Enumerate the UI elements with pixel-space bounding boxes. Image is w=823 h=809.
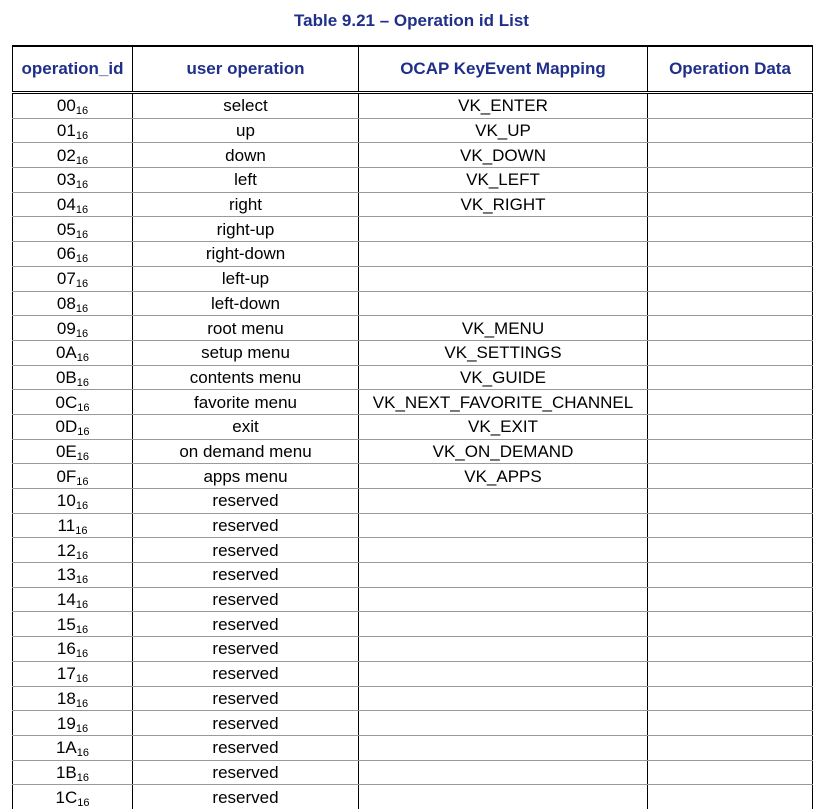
table-row <box>13 612 813 637</box>
user-operation-cell: on demand menu <box>133 439 359 464</box>
table-row <box>13 686 813 711</box>
table-row <box>13 464 813 489</box>
user-operation-cell: reserved <box>133 612 359 637</box>
keyevent-mapping-cell <box>359 563 648 588</box>
user-operation-cell: left <box>133 168 359 193</box>
keyevent-mapping-cell <box>359 711 648 736</box>
operation-id-value: 14 <box>56 590 76 610</box>
operation-id-table <box>12 45 813 809</box>
keyevent-mapping-cell <box>359 489 648 514</box>
operation-id-value: 01 <box>56 121 76 141</box>
operation-id-cell <box>13 414 133 439</box>
table-row <box>13 563 813 588</box>
operation-id-cell <box>13 143 133 168</box>
user-operation-cell: reserved <box>133 711 359 736</box>
user-operation-cell: reserved <box>133 563 359 588</box>
operation-data-cell <box>648 291 813 316</box>
operation-id-value: 15 <box>56 614 76 634</box>
operation-id-cell <box>13 365 133 390</box>
header-operation-id: operation_id <box>13 46 133 93</box>
header-user-operation: user operation <box>133 46 359 93</box>
hex-base-subscript: 16 <box>75 179 89 192</box>
operation-id-cell <box>13 735 133 760</box>
operation-data-cell <box>648 760 813 785</box>
operation-data-cell <box>648 785 813 809</box>
operation-id-cell <box>13 538 133 563</box>
user-operation-cell: reserved <box>133 760 359 785</box>
hex-base-subscript: 16 <box>76 747 90 760</box>
hex-base-subscript: 16 <box>77 426 90 439</box>
operation-id-cell <box>13 760 133 785</box>
operation-id-value: 0C <box>55 392 78 412</box>
table-caption: Table 9.21 – Operation id List <box>294 11 529 30</box>
table-row <box>13 711 813 736</box>
keyevent-mapping-cell <box>359 661 648 686</box>
operation-id-value: 0E <box>55 441 77 461</box>
operation-id-cell <box>13 612 133 637</box>
operation-data-cell <box>648 242 813 267</box>
operation-data-cell <box>648 563 813 588</box>
operation-id-cell <box>13 291 133 316</box>
user-operation-cell: reserved <box>133 785 359 809</box>
hex-base-subscript: 16 <box>76 475 89 488</box>
operation-id-value: 17 <box>56 664 76 684</box>
keyevent-mapping-cell: VK_EXIT <box>359 414 648 439</box>
operation-id-value: 16 <box>56 639 76 659</box>
hex-base-subscript: 16 <box>75 648 89 661</box>
keyevent-mapping-cell: VK_SETTINGS <box>359 340 648 365</box>
operation-data-cell <box>648 168 813 193</box>
user-operation-cell: reserved <box>133 489 359 514</box>
table-row <box>13 637 813 662</box>
hex-base-subscript: 16 <box>75 302 89 315</box>
user-operation-cell: root menu <box>133 316 359 341</box>
operation-id-value: 11 <box>57 516 76 536</box>
hex-base-subscript: 16 <box>75 253 89 266</box>
operation-data-cell <box>648 513 813 538</box>
operation-id-value: 09 <box>56 318 76 338</box>
keyevent-mapping-cell <box>359 217 648 242</box>
operation-data-cell <box>648 612 813 637</box>
operation-data-cell <box>648 390 813 415</box>
table-row <box>13 143 813 168</box>
table-row <box>13 390 813 415</box>
operation-id-cell <box>13 242 133 267</box>
table-row <box>13 118 813 143</box>
hex-base-subscript: 16 <box>75 574 89 587</box>
operation-data-cell <box>648 439 813 464</box>
hex-base-subscript: 16 <box>75 204 89 217</box>
user-operation-cell: select <box>133 93 359 119</box>
user-operation-cell: reserved <box>133 587 359 612</box>
operation-id-cell <box>13 390 133 415</box>
hex-base-subscript: 16 <box>75 673 89 686</box>
user-operation-cell: reserved <box>133 661 359 686</box>
hex-base-subscript: 16 <box>75 500 89 513</box>
user-operation-cell: left-up <box>133 266 359 291</box>
hex-base-subscript: 16 <box>75 697 89 710</box>
operation-id-cell <box>13 93 133 119</box>
keyevent-mapping-cell: VK_DOWN <box>359 143 648 168</box>
operation-id-value: 1C <box>55 787 78 807</box>
user-operation-cell: down <box>133 143 359 168</box>
keyevent-mapping-cell <box>359 538 648 563</box>
user-operation-cell: right <box>133 192 359 217</box>
user-operation-cell: exit <box>133 414 359 439</box>
hex-base-subscript: 16 <box>75 549 89 562</box>
header-row <box>13 46 813 93</box>
hex-base-subscript: 16 <box>76 352 90 365</box>
table-row <box>13 587 813 612</box>
operation-id-cell <box>13 661 133 686</box>
user-operation-cell: right-up <box>133 217 359 242</box>
hex-base-subscript: 16 <box>75 154 89 167</box>
operation-data-cell <box>648 661 813 686</box>
operation-id-cell <box>13 587 133 612</box>
hex-base-subscript: 16 <box>77 401 90 414</box>
operation-id-cell <box>13 489 133 514</box>
table-row <box>13 785 813 809</box>
table-row <box>13 414 813 439</box>
operation-data-cell <box>648 414 813 439</box>
user-operation-cell: favorite menu <box>133 390 359 415</box>
table-row <box>13 365 813 390</box>
operation-id-value: 18 <box>56 688 76 708</box>
hex-base-subscript: 16 <box>75 278 89 291</box>
table-row <box>13 266 813 291</box>
table-row <box>13 661 813 686</box>
hex-base-subscript: 16 <box>76 771 90 784</box>
operation-id-value: 00 <box>56 96 76 116</box>
operation-data-cell <box>648 711 813 736</box>
keyevent-mapping-cell: VK_NEXT_FAVORITE_CHANNEL <box>359 390 648 415</box>
operation-data-cell <box>648 365 813 390</box>
operation-data-cell <box>648 143 813 168</box>
operation-id-value: 19 <box>56 713 76 733</box>
operation-data-cell <box>648 489 813 514</box>
keyevent-mapping-cell <box>359 291 648 316</box>
operation-id-value: 1A <box>55 738 77 758</box>
operation-id-value: 0D <box>55 417 78 437</box>
operation-id-cell <box>13 513 133 538</box>
operation-id-value: 12 <box>56 540 76 560</box>
hex-base-subscript: 16 <box>77 796 90 809</box>
user-operation-cell: setup menu <box>133 340 359 365</box>
hex-base-subscript: 16 <box>76 450 90 463</box>
hex-base-subscript: 16 <box>75 599 89 612</box>
operation-data-cell <box>648 637 813 662</box>
operation-id-cell <box>13 118 133 143</box>
operation-data-cell <box>648 192 813 217</box>
user-operation-cell: reserved <box>133 637 359 662</box>
header-operation-data: Operation Data <box>648 46 813 93</box>
keyevent-mapping-cell: VK_RIGHT <box>359 192 648 217</box>
operation-data-cell <box>648 686 813 711</box>
keyevent-mapping-cell: VK_GUIDE <box>359 365 648 390</box>
user-operation-cell: contents menu <box>133 365 359 390</box>
operation-id-cell <box>13 785 133 809</box>
user-operation-cell: right-down <box>133 242 359 267</box>
hex-base-subscript: 16 <box>75 722 89 735</box>
table-row <box>13 513 813 538</box>
operation-id-value: 0F <box>56 466 77 486</box>
operation-data-cell <box>648 538 813 563</box>
operation-id-value: 1B <box>55 762 77 782</box>
operation-id-value: 0A <box>55 343 77 363</box>
operation-id-cell <box>13 637 133 662</box>
user-operation-cell: up <box>133 118 359 143</box>
operation-id-value: 03 <box>56 170 76 190</box>
hex-base-subscript: 16 <box>75 105 89 118</box>
keyevent-mapping-cell <box>359 735 648 760</box>
operation-id-value: 06 <box>56 244 76 264</box>
keyevent-mapping-cell <box>359 587 648 612</box>
operation-id-value: 0B <box>55 367 77 387</box>
operation-data-cell <box>648 464 813 489</box>
operation-id-cell <box>13 340 133 365</box>
table-row <box>13 242 813 267</box>
operation-id-cell <box>13 686 133 711</box>
keyevent-mapping-cell <box>359 785 648 809</box>
operation-id-cell <box>13 711 133 736</box>
operation-id-value: 10 <box>56 491 76 511</box>
keyevent-mapping-cell: VK_UP <box>359 118 648 143</box>
user-operation-cell: reserved <box>133 686 359 711</box>
hex-base-subscript: 16 <box>75 130 89 143</box>
keyevent-mapping-cell: VK_LEFT <box>359 168 648 193</box>
user-operation-cell: left-down <box>133 291 359 316</box>
hex-base-subscript: 16 <box>75 327 89 340</box>
table-row <box>13 538 813 563</box>
table-row <box>13 291 813 316</box>
table-row <box>13 735 813 760</box>
table-row <box>13 217 813 242</box>
keyevent-mapping-cell: VK_ON_DEMAND <box>359 439 648 464</box>
keyevent-mapping-cell <box>359 612 648 637</box>
table-row <box>13 192 813 217</box>
operation-data-cell <box>648 735 813 760</box>
keyevent-mapping-cell: VK_MENU <box>359 316 648 341</box>
operation-id-cell <box>13 192 133 217</box>
table-row <box>13 316 813 341</box>
operation-id-table-container <box>12 45 812 809</box>
keyevent-mapping-cell <box>359 266 648 291</box>
keyevent-mapping-cell <box>359 637 648 662</box>
table-row <box>13 760 813 785</box>
table-header <box>13 46 813 93</box>
operation-data-cell <box>648 93 813 119</box>
operation-id-cell <box>13 168 133 193</box>
operation-data-cell <box>648 340 813 365</box>
operation-data-cell <box>648 316 813 341</box>
keyevent-mapping-cell: VK_ENTER <box>359 93 648 119</box>
user-operation-cell: apps menu <box>133 464 359 489</box>
table-body <box>13 93 813 809</box>
hex-base-subscript: 16 <box>75 623 89 636</box>
operation-data-cell <box>648 118 813 143</box>
user-operation-cell: reserved <box>133 513 359 538</box>
user-operation-cell: reserved <box>133 538 359 563</box>
operation-id-cell <box>13 266 133 291</box>
operation-id-value: 02 <box>56 145 76 165</box>
keyevent-mapping-cell <box>359 760 648 785</box>
operation-data-cell <box>648 266 813 291</box>
hex-base-subscript: 16 <box>75 228 89 241</box>
keyevent-mapping-cell <box>359 686 648 711</box>
operation-id-cell <box>13 563 133 588</box>
operation-id-cell <box>13 464 133 489</box>
operation-id-cell <box>13 217 133 242</box>
header-keyevent-mapping: OCAP KeyEvent Mapping <box>359 46 648 93</box>
table-row <box>13 489 813 514</box>
keyevent-mapping-cell: VK_APPS <box>359 464 648 489</box>
table-row <box>13 93 813 119</box>
operation-id-value: 08 <box>56 293 76 313</box>
table-row <box>13 340 813 365</box>
operation-data-cell <box>648 587 813 612</box>
hex-base-subscript: 16 <box>75 525 88 538</box>
operation-id-value: 05 <box>56 219 76 239</box>
operation-id-value: 07 <box>56 269 76 289</box>
table-row <box>13 439 813 464</box>
operation-id-value: 13 <box>56 565 76 585</box>
keyevent-mapping-cell <box>359 513 648 538</box>
operation-id-cell <box>13 439 133 464</box>
operation-id-value: 04 <box>56 195 76 215</box>
operation-id-cell <box>13 316 133 341</box>
user-operation-cell: reserved <box>133 735 359 760</box>
operation-data-cell <box>648 217 813 242</box>
table-row <box>13 168 813 193</box>
keyevent-mapping-cell <box>359 242 648 267</box>
hex-base-subscript: 16 <box>76 376 90 389</box>
